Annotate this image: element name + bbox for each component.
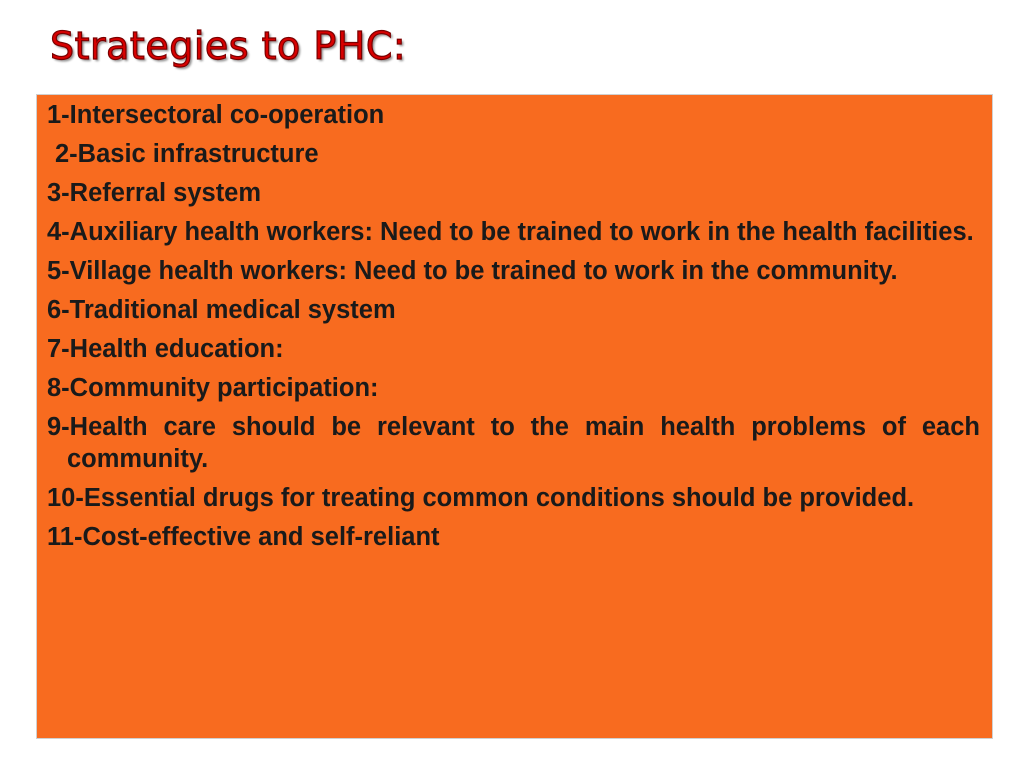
slide-title: Strategies to PHC: xyxy=(50,24,407,68)
list-item: 3-Referral system xyxy=(47,179,262,207)
list-item: 1-Intersectoral co-operation xyxy=(47,101,385,129)
list-item: 10-Essential drugs for treating common conditions should be provided. xyxy=(47,484,915,512)
list-item: 8-Community participation: xyxy=(47,374,379,402)
strategy-list xyxy=(47,95,980,553)
list-item: 5-Village health workers: Need to be trained to work in the community. xyxy=(47,257,898,285)
list-item: 11-Cost-effective and self-reliant xyxy=(47,523,440,551)
list-item: 9-Health care should be relevant to the main health problems of each community. xyxy=(47,413,980,473)
content-box xyxy=(36,94,993,739)
list-item: 7-Health education: xyxy=(47,335,284,363)
list-item: 4-Auxiliary health workers: Need to be trained to work in the health facilities. xyxy=(47,218,974,246)
list-item: 6-Traditional medical system xyxy=(47,296,396,324)
list-item: 2-Basic infrastructure xyxy=(55,140,319,168)
